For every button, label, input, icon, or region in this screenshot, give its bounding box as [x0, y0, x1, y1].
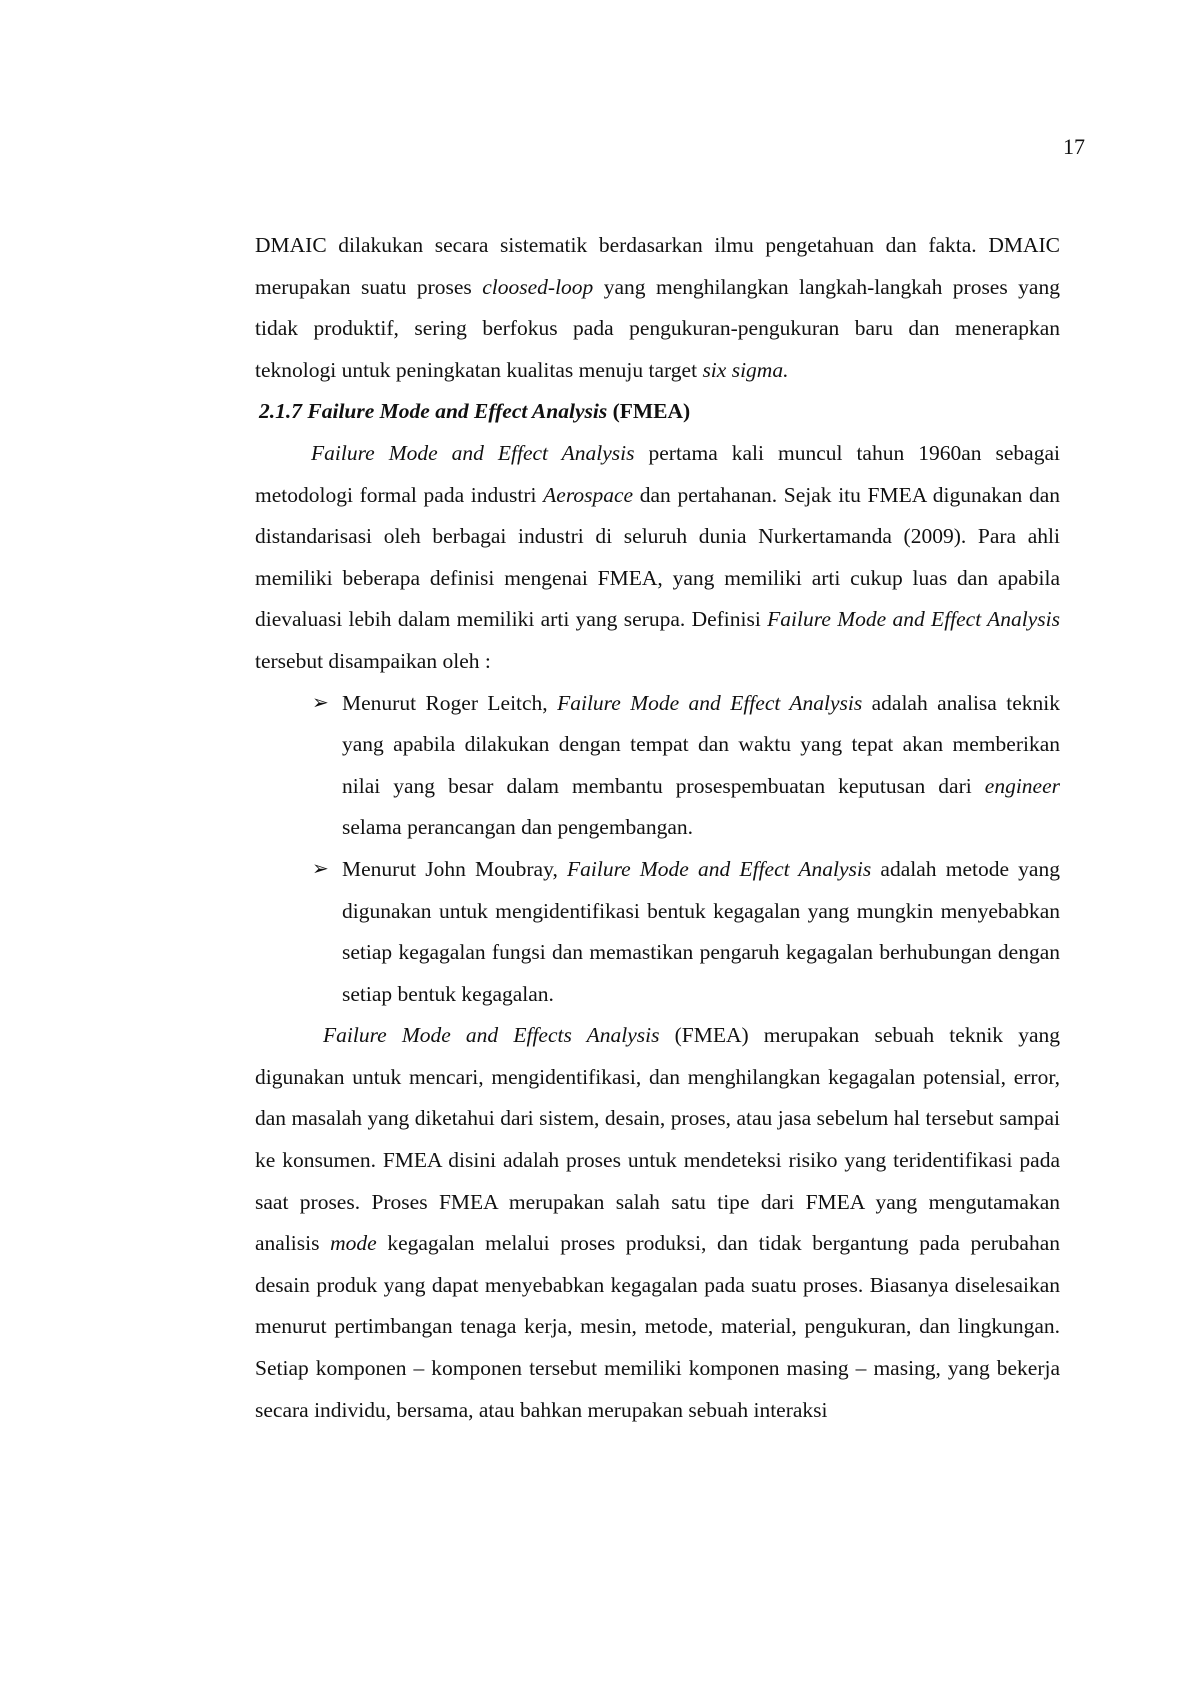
text-run: dan pertahanan. Sejak itu FMEA digunakan dan distandarisasi oleh berbagai industri di seluruh dunia Nurkertamanda (2009). Para ahli memiliki beberapa definisi mengenai FMEA, yang memiliki arti cukup luas dan apabila dievaluasi lebih dalam memiliki arti yang serupa. Definisi — [255, 482, 1060, 632]
arrow-bullet-icon: ➢ — [312, 691, 329, 714]
italic-term: Failure Mode and Effects Analysis — [323, 1023, 660, 1048]
paragraph-fmea-definition — [255, 1015, 1060, 1431]
section-heading — [259, 391, 1060, 433]
text-run: selama perancangan dan pengembangan. — [342, 815, 694, 840]
italic-term: six sigma. — [702, 357, 789, 382]
page-number: 17 — [1063, 134, 1085, 159]
paragraph-dmaic — [255, 225, 1060, 391]
paragraph-fmea-history — [255, 433, 1060, 683]
list-item — [312, 683, 1060, 849]
definition-list — [255, 683, 1060, 1016]
text-run: DMAIC dilakukan secara sistematik berdasarkan ilmu pengetahuan dan fakta. DMAIC merupakan suatu proses — [255, 233, 1060, 299]
italic-term: Failure Mode and Effect Analysis — [557, 690, 863, 715]
italic-term: Failure Mode and Effect Analysis — [311, 440, 635, 465]
text-run: tersebut disampaikan oleh : — [255, 648, 491, 673]
italic-term: Failure Mode and Effect Analysis — [567, 856, 872, 881]
text-run: Menurut John Moubray, — [342, 856, 568, 881]
italic-term: cloosed-loop — [482, 274, 594, 299]
text-run: yang menghilangkan langkah-langkah proses yang tidak produktif, sering berfokus pada pengukuran-pengukuran baru dan menerapkan teknologi untuk peningkatan kualitas menuju target — [255, 274, 1060, 382]
arrow-bullet-icon: ➢ — [312, 857, 329, 880]
list-item-text — [342, 857, 1060, 1006]
italic-term: Aerospace — [543, 482, 634, 507]
italic-term: mode — [330, 1231, 377, 1256]
italic-term: Failure Mode and Effect Analysis — [767, 607, 1060, 632]
text-run: kegagalan melalui proses produksi, dan tidak bergantung pada perubahan desain produk yang dapat menyebabkan kegagalan pada suatu proses. Biasanya diselesaikan menurut pertimbangan tenaga kerja, mesin, metode, material, pengukuran, dan lingkungan. Setiap komponen – komponen tersebut memiliki komponen masing – masing, yang bekerja secara individu, bersama, atau bahkan merupakan sebuah interaksi — [255, 1231, 1060, 1422]
body-text — [255, 225, 1060, 1431]
text-run: adalah metode yang digunakan untuk mengidentifikasi bentuk kegagalan yang mungkin menyebabkan setiap kegagalan fungsi dan memastikan pengaruh kegagalan berhubungan dengan setiap bentuk kegagalan. — [342, 856, 1060, 1006]
section-abbr: (FMEA) — [612, 399, 691, 424]
text-run: Menurut Roger Leitch, — [342, 690, 558, 715]
text-run: pertama kali muncul tahun 1960an sebagai metodologi formal pada industri — [255, 440, 1060, 507]
list-item — [312, 849, 1060, 1015]
section-number: 2.1.7 — [259, 399, 302, 424]
list-item-text — [342, 691, 1060, 840]
italic-term: engineer — [984, 773, 1060, 798]
section-title: Failure Mode and Effect Analysis — [307, 399, 608, 424]
text-run: (FMEA) merupakan sebuah teknik yang digunakan untuk mencari, mengidentifikasi, dan menghilangkan kegagalan potensial, error, dan masalah yang diketahui dari sistem, desain, proses, atau jasa sebelum hal tersebut sampai ke konsumen. FMEA disini adalah proses untuk mendeteksi risiko yang teridentifikasi pada saat proses. Proses FMEA merupakan salah satu tipe dari FMEA yang mengutamakan analisis — [255, 1023, 1060, 1256]
text-run: adalah analisa teknik yang apabila dilakukan dengan tempat dan waktu yang tepat akan memberikan nilai yang besar dalam membantu prosespembuatan keputusan dari — [342, 690, 1060, 798]
